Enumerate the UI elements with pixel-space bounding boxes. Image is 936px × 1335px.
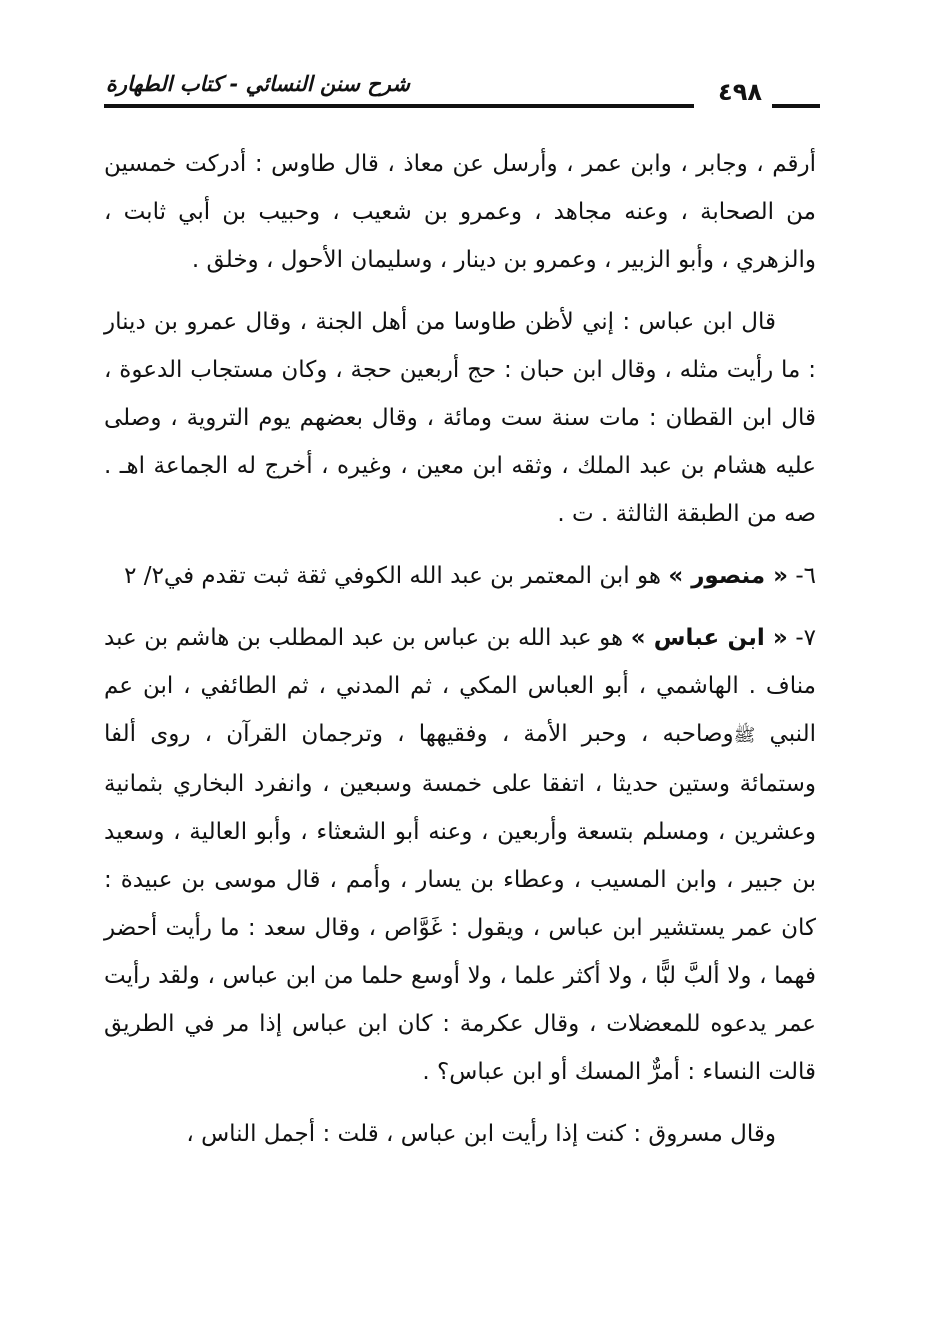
paragraph-tawus-praise: قال ابن عباس : إني لأظن طاوسا من أهل الجنة ، وقال عمرو بن دينار : ما رأيت مثله ، وقال ابن حبان : حج أربعين حجة ، وكان مستجاب الدعوة ، قال ابن القطان : مات سنة ست ومائة ، وقال بعضهم يوم التروية ، وصلى عليه هشام بن عبد الملك ، وثقه ابن معين ، وغيره ، أخرج له الجماعة اهـ . صه من الطبقة الثالثة . ت . bbox=[104, 309, 816, 527]
entry-text: هو عبد الله بن عباس بن عبد المطلب بن هاشم بن عبد مناف . الهاشمي ، أبو العباس المكي ، ثم المدني ، ثم الطائفي ، ابن عم النبي bbox=[104, 625, 816, 747]
page-body bbox=[104, 140, 816, 1172]
paragraph-entry-6 bbox=[104, 552, 816, 600]
entry-number: ٧- bbox=[787, 625, 816, 651]
entry-name-mansur: « منصور » bbox=[668, 563, 789, 589]
header-rule bbox=[104, 104, 694, 108]
running-title: شرح سنن النسائي - كتاب الطهارة bbox=[105, 72, 410, 96]
entry-number: ٦- bbox=[788, 563, 816, 589]
salawat-ligature: ﷺ bbox=[733, 725, 756, 746]
header-rule-short bbox=[772, 104, 820, 108]
entry-text-continued: وصاحبه ، وحبر الأمة ، وفقيهها ، وترجمان القرآن ، روى ألفا وستمائة وستين حديثا ، اتفقا على خمسة وسبعين ، وانفرد البخاري بثمانية وعشرين ، ومسلم بتسعة وأربعين ، وعنه أبو الشعثاء ، وأبو العالية ، وسعيد بن جبير ، وابن المسيب ، وعطاء بن يسار ، وأمم ، قال موسى بن عبيدة : كان عمر يستشير ابن عباس ، ويقول : غَوَّاص ، وقال سعد : ما رأيت أحضر فهما ، ولا ألبَّ لبًّا ، ولا أكثر علما ، ولا أوسع حلما من ابن عباس ، ولقد رأيت عمر يدعوه للمعضلات ، وقال عكرمة : كان ابن عباس إذا مر في الطريق قالت النساء : أمرٌّ المسك أو ابن عباس؟ . bbox=[104, 721, 816, 1085]
page-header bbox=[104, 70, 820, 114]
paragraph-entry-7 bbox=[104, 614, 816, 1096]
entry-text: هو ابن المعتمر بن عبد الله الكوفي ثقة ثبت تقدم في٢/ ٢ bbox=[124, 563, 669, 589]
paragraph-masruq: وقال مسروق : كنت إذا رأيت ابن عباس ، قلت : أجمل الناس ، bbox=[186, 1121, 776, 1147]
entry-name-ibn-abbas: « ابن عباس » bbox=[630, 625, 788, 651]
page-number: ٤٩٨ bbox=[718, 78, 762, 106]
paragraph-tawus-narrators: أرقم ، وجابر ، وابن عمر ، وأرسل عن معاذ ، قال طاوس : أدركت خمسين من الصحابة ، وعنه مجاهد ، وعمرو بن شعيب ، وحبيب بن أبي ثابت ، والزهري ، وأبو الزبير ، وعمرو بن دينار ، وسليمان الأحول ، وخلق . bbox=[104, 151, 816, 273]
